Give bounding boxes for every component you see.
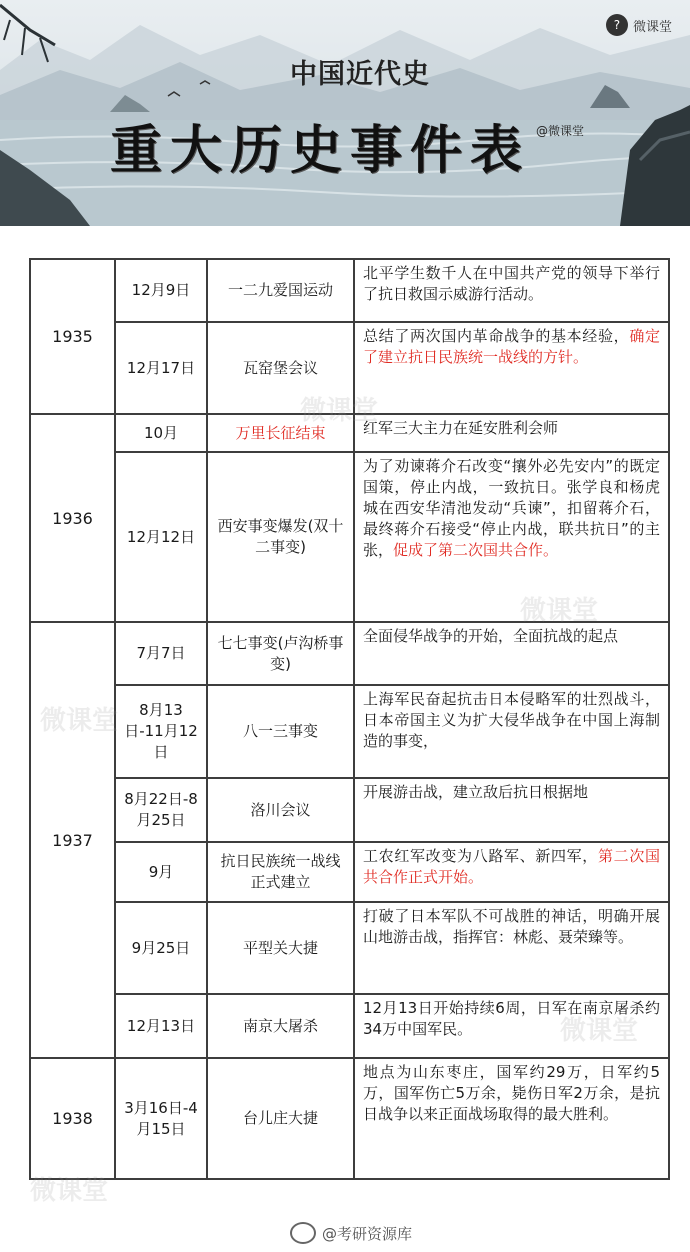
table-row <box>30 994 669 1058</box>
page-subtitle: 中国近代史 <box>290 59 430 90</box>
event-cell: 洛川会议 <box>207 778 354 842</box>
table-row <box>30 842 669 902</box>
event-cell: 南京大屠杀 <box>207 994 354 1058</box>
footer-watermark-text: @考研资源库 <box>322 1224 413 1243</box>
description-text: 全面侵华战争的开始，全面抗战的起点 <box>363 627 619 645</box>
table-row <box>30 322 669 414</box>
event-cell: 台儿庄大捷 <box>207 1058 354 1179</box>
table-row <box>30 778 669 842</box>
description-text: 上海军民奋起抗击日本侵略军的壮烈战斗，日本帝国主义为扩大侵华战争在中国上海制造的事变， <box>363 690 660 750</box>
date-cell: 12月17日 <box>115 322 207 414</box>
description-text: 地点为山东枣庄，国军约29万，日军约5万，国军伤亡5万余，毙伤日军2万余，是抗日战争以来正面战场取得的最大胜利。 <box>363 1063 660 1123</box>
brand-logo <box>606 14 672 36</box>
description-cell <box>354 414 669 452</box>
description-cell <box>354 622 669 685</box>
description-text: 总结了两次国内革命战争的基本经验， <box>363 327 630 345</box>
event-cell: 西安事变爆发(双十二事变) <box>207 452 354 622</box>
description-cell <box>354 685 669 778</box>
year-cell: 1937 <box>30 622 115 1058</box>
description-text: 开展游击战，建立敌后抗日根据地 <box>363 783 589 801</box>
date-cell: 12月12日 <box>115 452 207 622</box>
date-cell: 9月25日 <box>115 902 207 994</box>
date-cell: 3月16日-4月15日 <box>115 1058 207 1179</box>
description-cell <box>354 842 669 902</box>
year-cell: 1938 <box>30 1058 115 1179</box>
date-cell: 8月22日-8月25日 <box>115 778 207 842</box>
description-cell <box>354 259 669 322</box>
table-row <box>30 622 669 685</box>
description-highlight: 确定了建立抗日民族统一战线的方针。 <box>363 327 660 366</box>
year-cell: 1936 <box>30 414 115 622</box>
description-text: 为了劝谏蒋介石改变“攘外必先安内”的既定国策，停止内战，一致抗日。张学良和杨虎城在西安华清池发动“兵谏”，扣留蒋介石，最终蒋介石接受“停止内战，联共抗日”的主张， <box>363 457 660 559</box>
table-row <box>30 259 669 322</box>
table-row <box>30 452 669 622</box>
description-text: 红军三大主力在延安胜利会师 <box>363 419 559 437</box>
page-title: 重大历史事件表 <box>110 120 531 181</box>
date-cell: 12月13日 <box>115 994 207 1058</box>
description-cell <box>354 994 669 1058</box>
table-row <box>30 685 669 778</box>
description-cell <box>354 778 669 842</box>
footer-watermark <box>290 1222 412 1244</box>
logo-text: 微课堂 <box>632 19 672 35</box>
event-cell: 抗日民族统一战线正式建立 <box>207 842 354 902</box>
description-cell <box>354 902 669 994</box>
event-cell: 八一三事变 <box>207 685 354 778</box>
chat-bubble-icon: ? <box>606 14 628 36</box>
description-text: 12月13日开始持续6周，日军在南京屠杀约34万中国军民。 <box>363 999 660 1038</box>
event-cell: 瓦窑堡会议 <box>207 322 354 414</box>
event-cell: 平型关大捷 <box>207 902 354 994</box>
table-row <box>30 902 669 994</box>
date-cell: 12月9日 <box>115 259 207 322</box>
description-cell <box>354 452 669 622</box>
header-banner <box>0 0 690 226</box>
weibo-icon <box>290 1222 316 1244</box>
description-highlight: 第二次国共合作正式开始。 <box>363 847 660 886</box>
date-cell: 10月 <box>115 414 207 452</box>
description-cell <box>354 322 669 414</box>
event-cell: 七七事变(卢沟桥事变) <box>207 622 354 685</box>
watermark: 微课堂 <box>30 1176 109 1206</box>
date-cell: 7月7日 <box>115 622 207 685</box>
title-tag: @微课堂 <box>536 124 585 138</box>
description-text: 北平学生数千人在中国共产党的领导下举行了抗日救国示威游行活动。 <box>363 264 660 303</box>
year-cell: 1935 <box>30 259 115 414</box>
description-cell <box>354 1058 669 1179</box>
date-cell: 9月 <box>115 842 207 902</box>
event-cell: 一二九爱国运动 <box>207 259 354 322</box>
events-table <box>29 258 670 1180</box>
description-highlight: 促成了第二次国共合作。 <box>393 541 559 559</box>
event-cell: 万里长征结束 <box>207 414 354 452</box>
events-table-wrapper <box>29 258 668 1180</box>
table-row <box>30 414 669 452</box>
date-cell: 8月13日-11月12日 <box>115 685 207 778</box>
description-text: 打破了日本军队不可战胜的神话，明确开展山地游击战，指挥官：林彪、聂荣臻等。 <box>363 907 660 946</box>
description-text: 工农红军改变为八路军、新四军， <box>363 847 598 865</box>
table-row <box>30 1058 669 1179</box>
